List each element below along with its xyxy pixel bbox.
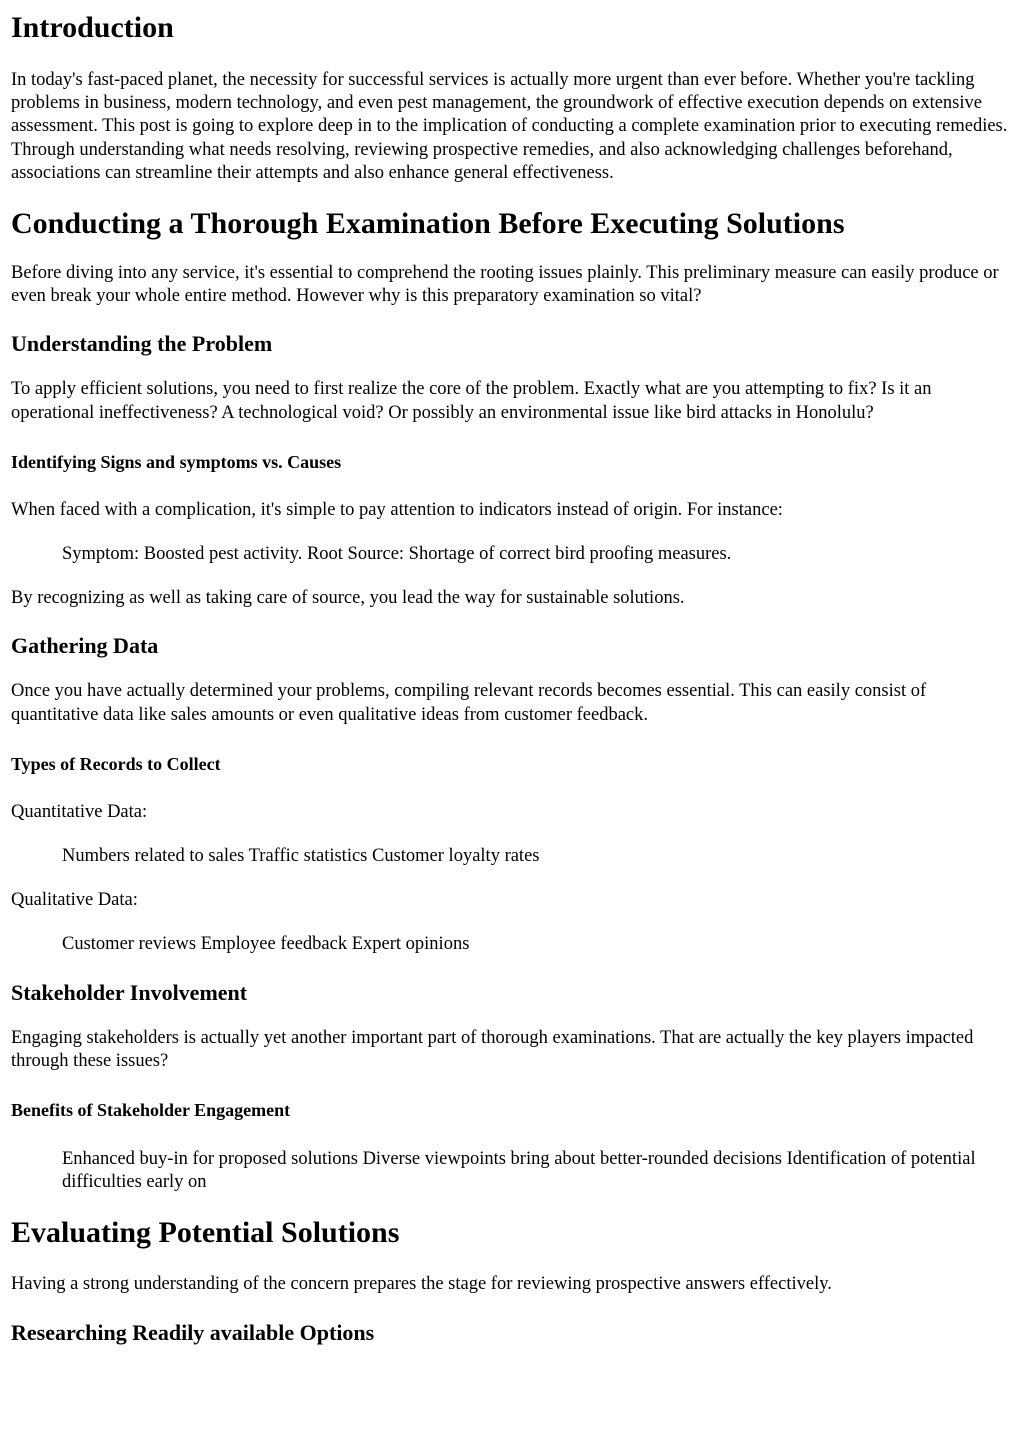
stakeholder-paragraph: Engaging stakeholders is actually yet another important part of thorough examinations. That are actually the key players impacted through these issues? [11,1027,974,1071]
signs-followup: By recognizing as well as taking care of source, you lead the way for sustainable solutions. [11,588,685,609]
qualitative-list: Customer reviews Employee feedback Expert opinions [62,934,470,955]
quantitative-label: Quantitative Data: [11,801,148,822]
qualitative-label: Qualitative Data: [11,890,138,911]
intro-paragraph: In today's fast-paced planet, the necessity for successful services is actually more urgent than ever before. Whether you're tackling problems in business, modern technology, and even pest management, the groundwork of effective execution depends on extensive assessment. This post is going to explore deep in to the implication of conducting a complete examination prior to executing remedies. Through understanding what needs resolving, reviewing prospective remedies, and also acknowledging challenges beforehand, associations can streamline their attempts and also enhance general effectiveness. [11,70,1008,183]
understanding-heading: Understanding the Problem [11,331,273,357]
signs-paragraph: When faced with a complication, it's simple to pay attention to indicators instead of origin. For instance: [11,499,783,520]
section1-heading: Conducting a Thorough Examination Before Executing Solutions [11,207,845,241]
quantitative-list: Numbers related to sales Traffic statistics Customer loyalty rates [62,846,540,867]
intro-heading: Introduction [11,11,174,44]
signs-quote: Symptom: Boosted pest activity. Root Source: Shortage of correct bird proofing measures. [62,544,732,565]
benefits-list: Enhanced buy-in for proposed solutions Diverse viewpoints bring about better-rounded decisions Identification of potential difficulties early on [62,1149,976,1193]
records-heading: Types of Records to Collect [11,753,221,774]
stakeholder-heading: Stakeholder Involvement [11,979,248,1005]
article [0,10,1024,1347]
section2-heading: Evaluating Potential Solutions [11,1216,400,1250]
benefits-heading: Benefits of Stakeholder Engagement [11,1100,291,1121]
understanding-paragraph: To apply efficient solutions, you need to first realize the core of the problem. Exactly what are you attempting to fix? Is it an operational ineffectiveness? A technological void? Or possibly an environmental issue like bird attacks in Honolulu? [11,379,932,423]
section2-paragraph: Having a strong understanding of the concern prepares the stage for reviewing prospective answers effectively. [11,1274,832,1295]
signs-heading: Identifying Signs and symptoms vs. Causes [11,451,342,472]
section1-paragraph: Before diving into any service, it's essential to comprehend the rooting issues plainly. This preliminary measure can easily produce or even break your whole entire method. However why is this preparatory examination so vital? [11,263,999,307]
gathering-heading: Gathering Data [11,633,159,659]
gathering-paragraph: Once you have actually determined your problems, compiling relevant records becomes essential. This can easily consist of quantitative data like sales amounts or even qualitative ideas from customer feedback. [11,681,927,725]
researching-heading: Researching Readily available Options [11,1319,375,1345]
